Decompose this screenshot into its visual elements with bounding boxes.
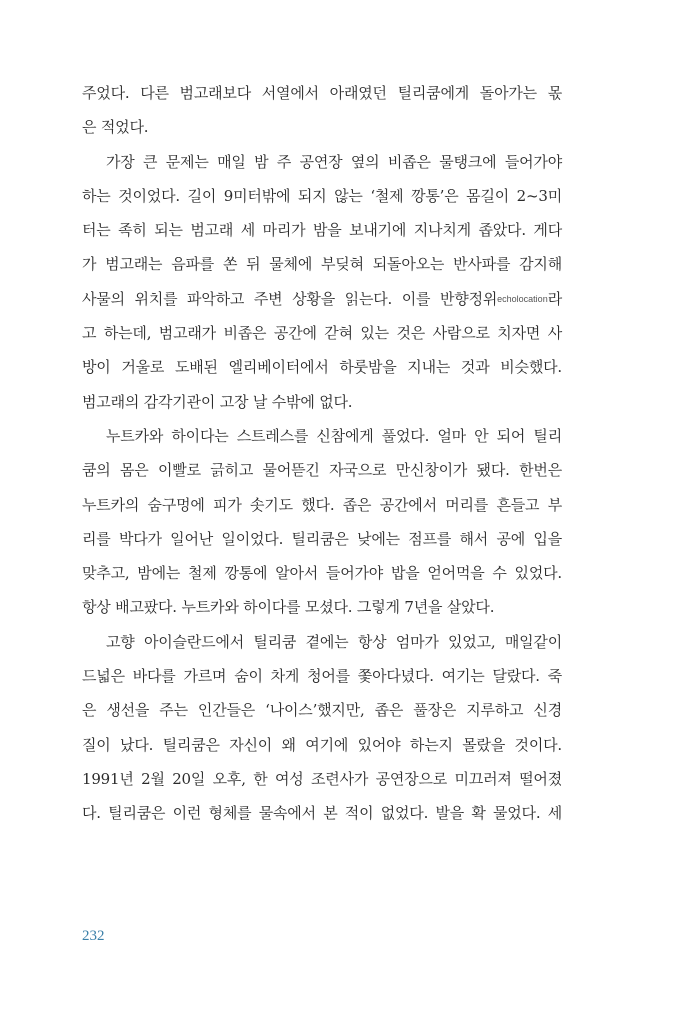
text-line: 은 적었다. [82, 118, 149, 137]
text-line: 고 하는데, 범고래가 비좁은 공간에 갇혀 있는 것은 사람으로 치자면 사 [82, 324, 562, 343]
text-line-with-gloss [82, 282, 562, 316]
text-line: 은 생선을 주는 인간들은 ‘나이스’했지만, 좁은 풀장은 지루하고 신경 [82, 701, 562, 720]
text-line: 드넓은 바다를 가르며 숨이 차게 청어를 쫓아다녔다. 여기는 달랐다. 죽 [82, 667, 562, 686]
text-line: 하는 것이었다. 길이 9미터밖에 되지 않는 ‘철제 깡통’은 몸길이 2~3미 [82, 186, 562, 205]
text-line: 방이 거울로 도배된 엘리베이터에서 하룻밤을 지내는 것과 비슷했다. [82, 358, 562, 377]
text-line: 1991년 2월 20일 오후, 한 여성 조련사가 공연장으로 미끄러져 떨어졌 [82, 769, 562, 788]
english-gloss: echolocation [497, 293, 548, 304]
text-segment: 라 [547, 289, 562, 308]
text-line: 고향 아이슬란드에서 틸리쿰 곁에는 항상 엄마가 있었고, 매일같이 [106, 632, 562, 651]
text-line: 다. 틸리쿰은 이런 형체를 물속에서 본 적이 없었다. 발을 확 물었다. 세 [82, 804, 562, 823]
text-line: 리를 박다가 일어난 일이었다. 틸리쿰은 낮에는 점프를 해서 공에 입을 [82, 529, 562, 548]
text-line: 질이 났다. 틸리쿰은 자신이 왜 여기에 있어야 하는지 몰랐을 것이다. [82, 735, 562, 754]
text-line: 주었다. 다른 범고래보다 서열에서 아래였던 틸리쿰에게 돌아가는 몫 [82, 84, 562, 102]
text-line: 쿰의 몸은 이빨로 긁히고 물어뜯긴 자국으로 만신창이가 됐다. 한번은 [82, 461, 562, 480]
text-line: 맞추고, 밤에는 철제 깡통에 알아서 들어가야 밥을 얻어먹을 수 있었다. [82, 564, 562, 583]
page-number: 232 [82, 928, 105, 944]
text-line: 누트카의 숨구멍에 피가 솟기도 했다. 좁은 공간에서 머리를 흔들고 부 [82, 495, 562, 514]
body-text [82, 76, 562, 831]
text-line: 터는 족히 되는 범고래 세 마리가 밤을 보내기에 지나치게 좁았다. 게다 [82, 221, 562, 240]
text-line: 범고래의 감각기관이 고장 날 수밖에 없다. [82, 392, 353, 411]
text-line: 누트카와 하이다는 스트레스를 신참에게 풀었다. 얼마 안 되어 틸리 [106, 426, 562, 445]
text-line: 항상 배고팠다. 누트카와 하이다를 모셨다. 그렇게 7년을 살았다. [82, 598, 495, 617]
text-segment: 사물의 위치를 파악하고 주변 상황을 읽는다. 이를 반향정위 [82, 289, 498, 308]
text-line: 가장 큰 문제는 매일 밤 주 공연장 옆의 비좁은 물탱크에 들어가야 [106, 152, 562, 171]
text-line: 가 범고래는 음파를 쏜 뒤 물체에 부딪혀 되돌아오는 반사파를 감지해 [82, 255, 562, 274]
